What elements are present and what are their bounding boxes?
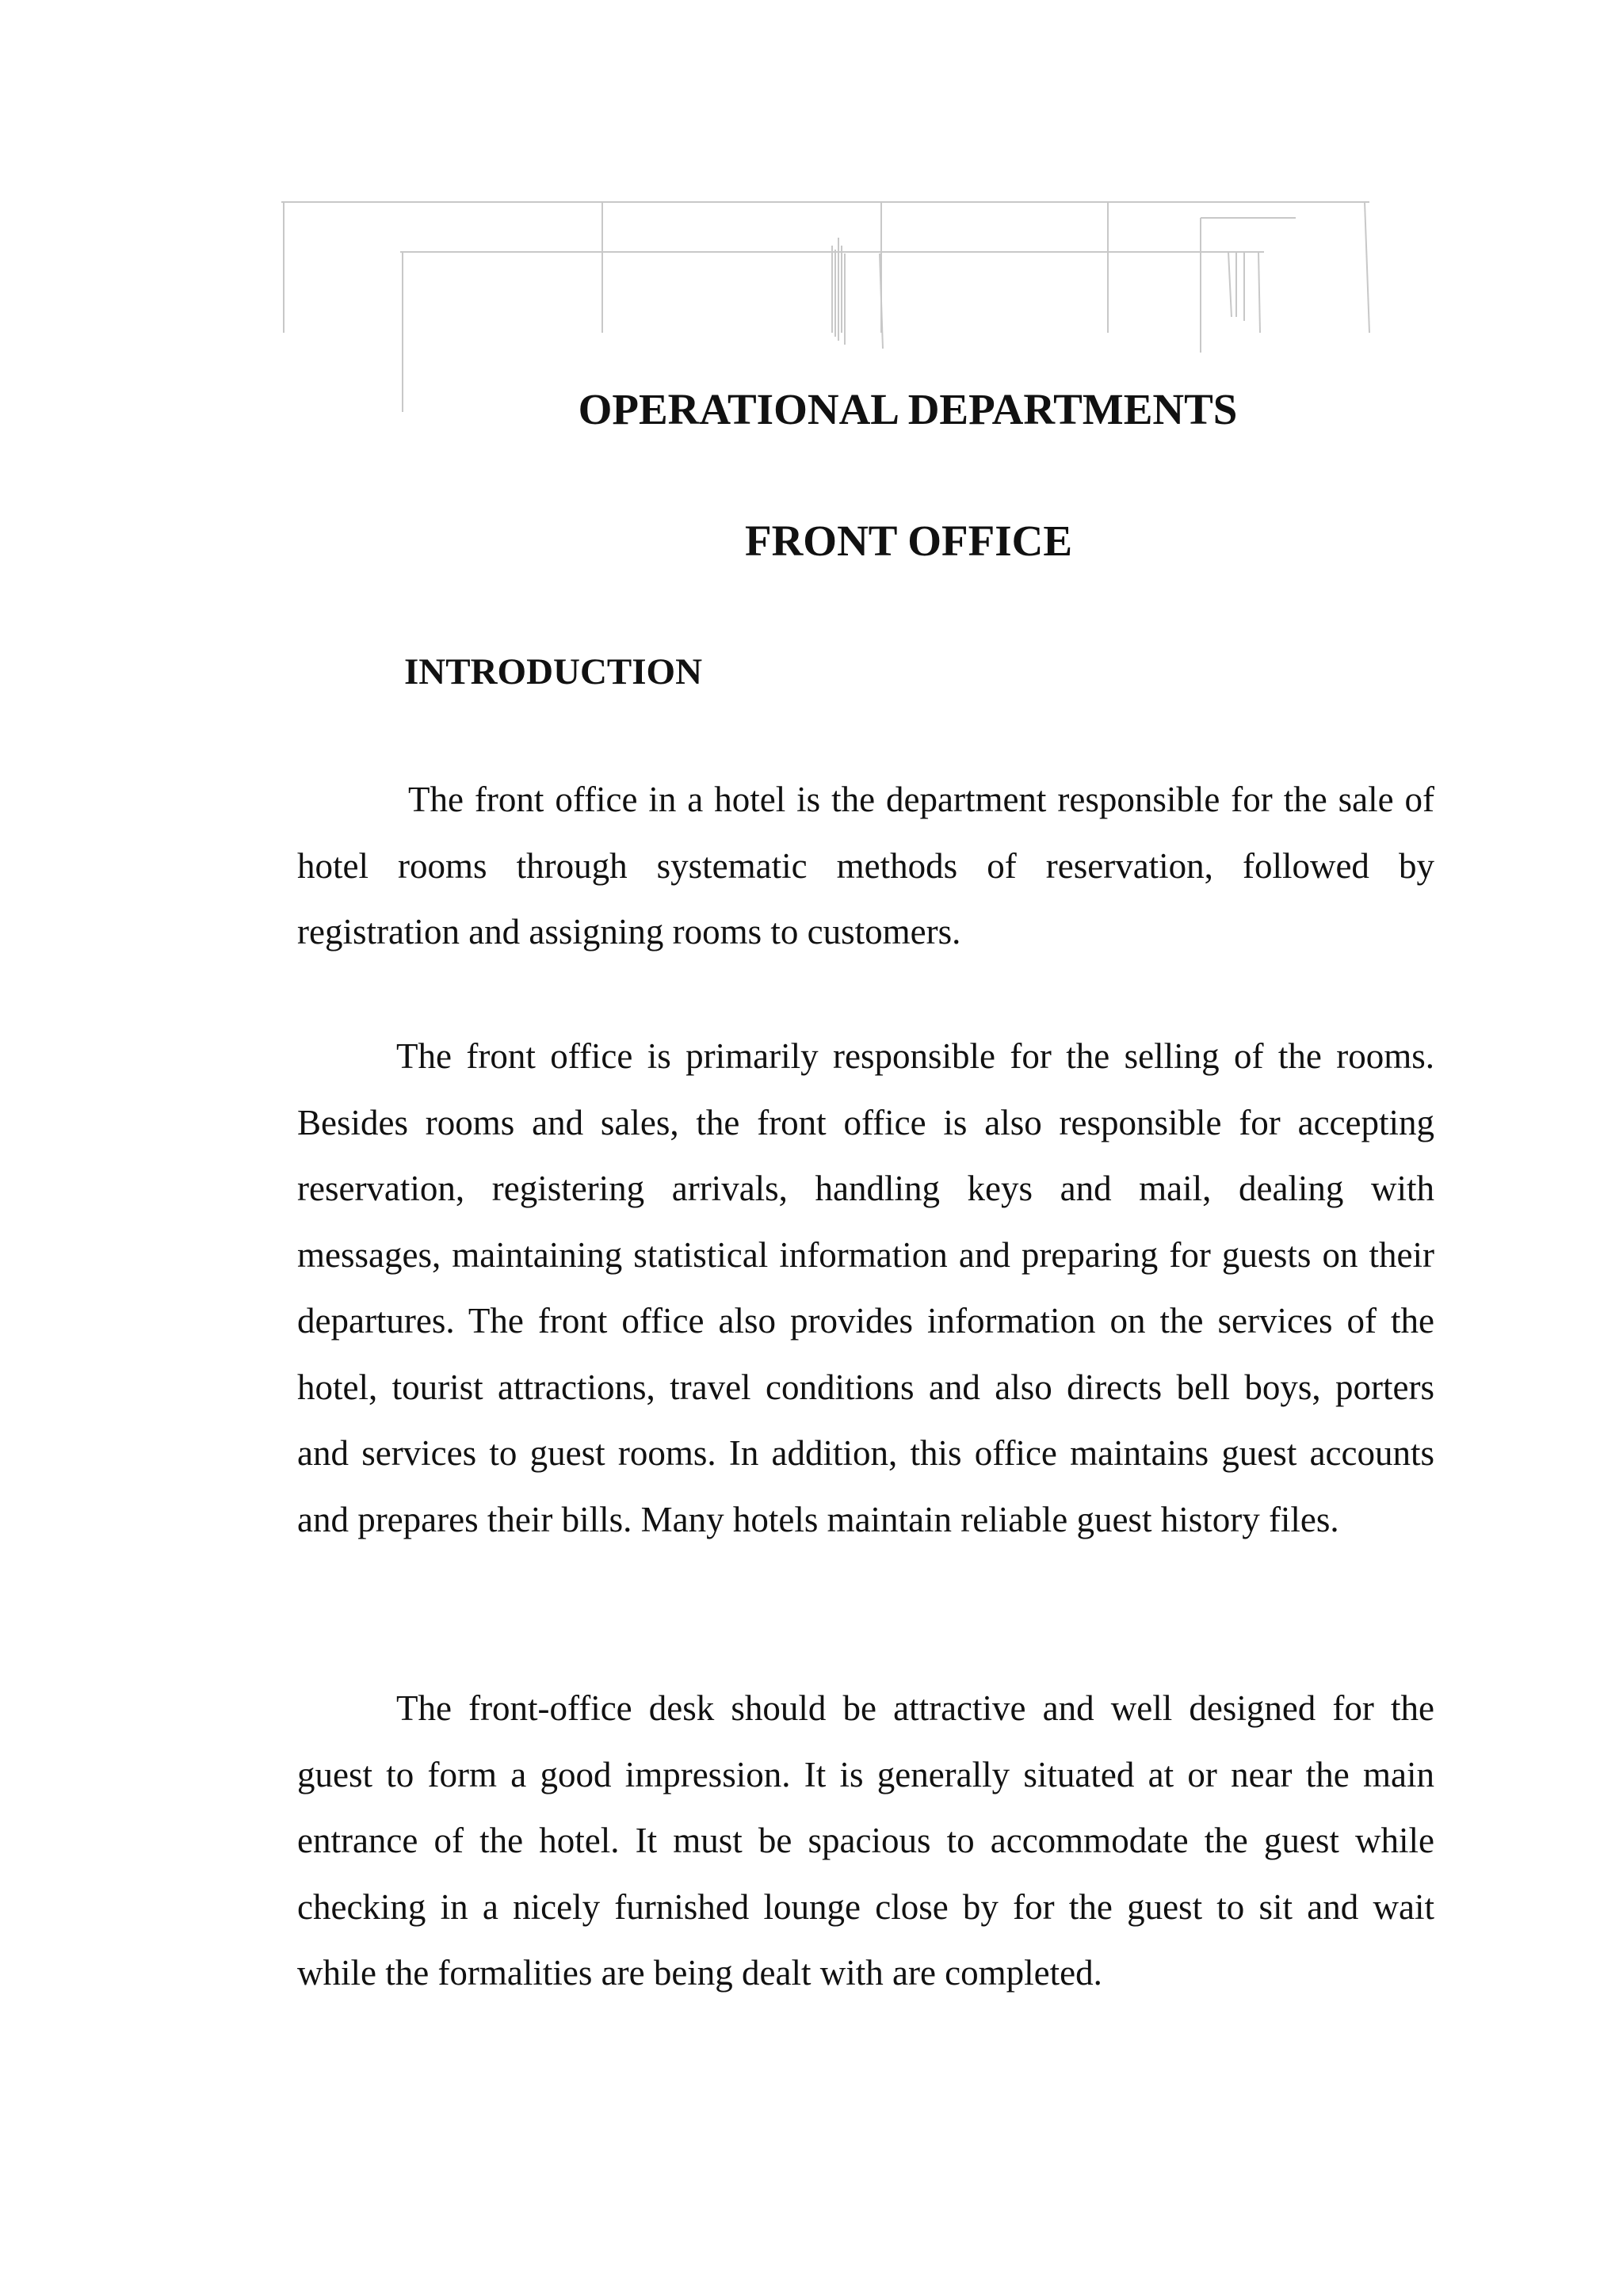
page-subtitle: FRONT OFFICE: [744, 517, 1073, 565]
scan-line-artifacts: [0, 0, 1623, 412]
paragraph-1: The front office in a hotel is the department responsible for the sale of hotel rooms through systematic methods of reservation, followed by registration and assigning rooms to customers.: [297, 780, 1434, 952]
section-heading: INTRODUCTION: [404, 651, 703, 692]
artifact-line: [1258, 252, 1260, 333]
paragraph-2: The front office is primarily responsible for the selling of the rooms. Besides rooms and sales, the front office is also responsible for accepting reservation, registering arrivals, handling keys and mail, dealing with messages, maintaining statistical information and preparing for guests on their departures. The front office also provides information on the services of the hotel, tourist attractions, travel conditions and also directs bell boys, porters and services to guest rooms. In addition, this office maintains guest accounts and prepares their bills. Many hotels maintain reliable guest history files.: [297, 1036, 1434, 1539]
page-title: OPERATIONAL DEPARTMENTS: [578, 385, 1238, 433]
artifact-line: [1365, 202, 1369, 333]
artifact-line: [1228, 252, 1232, 317]
artifact-line: [880, 254, 883, 349]
paragraph-3: The front-office desk should be attractive and well designed for the guest to form a good impression. It is generally situated at or near the main entrance of the hotel. It must be spacious to accommodate the guest while checking in a nicely furnished lounge close by for the guest to sit and wait while the formalities are being dealt with are completed.: [297, 1688, 1434, 1993]
